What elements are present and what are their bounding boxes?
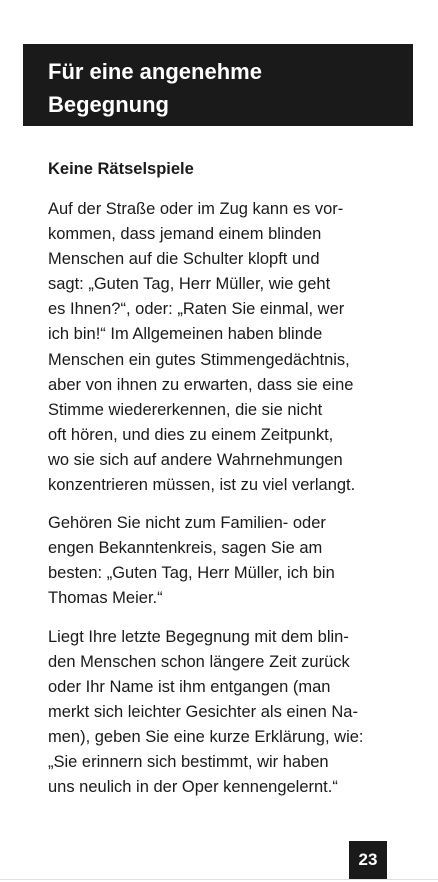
text-line: „Sie erinnern sich bestimmt, wir haben [48,752,329,771]
text-line: es Ihnen?“, oder: „Raten Sie einmal, wer [48,300,345,319]
text-line: sagt: „Guten Tag, Herr Müller, wie geht [48,275,331,294]
page-edge-divider [0,879,438,880]
paragraph [48,197,398,498]
text-line: aber von ihnen zu erwarten, dass sie eine [48,375,354,394]
text-line: kommen, dass jemand einem blinden [48,225,322,244]
text-line: men), geben Sie eine kurze Erklärung, wie: [48,727,364,746]
text-line: oder Ihr Name ist ihm entgangen (man [48,677,331,696]
text-line: uns neulich in der Oper kennengelernt.“ [48,778,338,797]
text-line: wo sie sich auf andere Wahrnehmungen [48,450,343,469]
text-line: Auf der Straße oder im Zug kann es vor- [48,200,344,218]
text-line: merkt sich leichter Gesichter als einen Na- [48,702,358,721]
text-line: oft hören, und dies zu einem Zeitpunkt, [48,425,334,444]
page-number-badge: 23 [349,841,387,879]
text-line: engen Bekanntenkreis, sagen Sie am [48,539,323,558]
text-line: Gehören Sie nicht zum Familien- oder [48,514,326,533]
page-title-banner [23,44,413,126]
text-line: den Menschen schon längere Zeit zurück [48,652,350,671]
text-line: ich bin!“ Im Allgemeinen haben blinde [48,325,323,344]
text-line: Stimme wiedererkennen, die sie nicht [48,400,323,419]
article-body [48,157,398,813]
text-line: Menschen ein gutes Stimmengedächtnis, [48,350,350,369]
text-line: Liegt Ihre letzte Begegnung mit dem blin- [48,627,349,646]
text-line: konzentrieren müssen, ist zu viel verlangt. [48,476,356,495]
text-line: Thomas Meier.“ [48,589,163,608]
text-line: besten: „Guten Tag, Herr Müller, ich bin [48,564,335,583]
paragraph [48,625,398,801]
text-line: Menschen auf die Schulter klopft und [48,250,320,269]
paragraph [48,511,398,611]
page-title-line: Für eine angenehme [48,59,262,84]
page-title-line: Begegnung [48,92,169,117]
section-heading: Keine Rätselspiele [48,160,194,178]
